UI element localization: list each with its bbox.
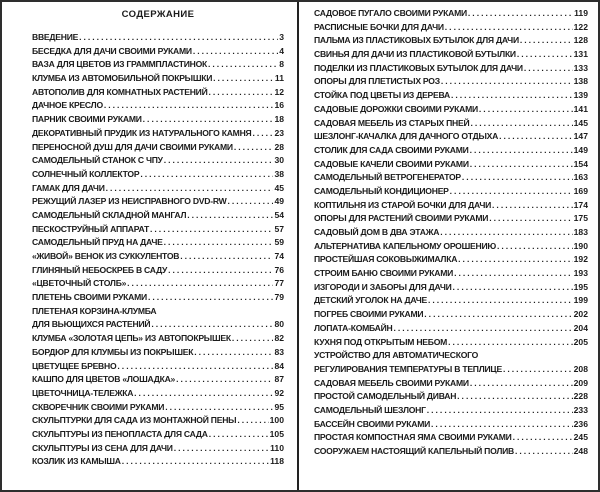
page-number: 138 (573, 76, 588, 87)
dot-leader (524, 62, 573, 76)
dot-leader (479, 103, 573, 117)
dot-leader (470, 144, 573, 158)
toc-entry-title: ПРОСТОЙ САМОДЕЛЬНЫЙ ДИВАН (314, 391, 457, 402)
dot-leader (143, 113, 274, 127)
toc-entry-title: КУХНЯ ПОД ОТКРЫТЫМ НЕБОМ (314, 336, 448, 347)
page-number: 59 (274, 237, 284, 248)
toc-entry-title: ДЕКОРАТИВНЫЙ ПРУДИК ИЗ НАТУРАЛЬНОГО КАМНЯ (32, 127, 252, 138)
dot-leader (424, 308, 572, 322)
toc-entry-title: «ЦВЕТОЧНЫЙ СТОЛБ» (32, 278, 127, 289)
page-number: 30 (274, 155, 284, 166)
page-number: 190 (573, 240, 588, 251)
toc-entry-line (314, 267, 588, 281)
toc-entry-title: СООРУЖАЕМ НАСТОЯЩИЙ КАПЕЛЬНЫЙ ПОЛИВ (314, 446, 514, 456)
dot-leader (431, 418, 573, 432)
toc-entry-line (32, 86, 284, 100)
toc-entry-line (314, 404, 588, 418)
toc-entry-title: САМОДЕЛЬНЫЙ СКЛАДНОЙ МАНГАЛ (32, 209, 187, 220)
toc-entry-title: РЕЖУЩИЙ ЛАЗЕР ИЗ НЕИСПРАВНОГО DVD-RW (32, 196, 227, 207)
toc-entry-line (32, 442, 284, 456)
toc-entry-title: СВИНЬЯ ДЛЯ ДАЧИ ИЗ ПЛАСТИКОВОЙ БУТЫЛКИ (314, 49, 516, 60)
toc-entry-line (32, 387, 284, 401)
toc-entry-line (314, 34, 588, 48)
toc-entry-title: ОПОРЫ ДЛЯ РАСТЕНИЙ СВОИМИ РУКАМИ (314, 213, 489, 224)
page-number: 74 (274, 251, 284, 261)
page-number: 174 (573, 199, 588, 210)
toc-entry-title: САМОДЕЛЬНЫЙ СТАНОК С ЧПУ (32, 155, 163, 166)
toc-entry-line (314, 212, 588, 226)
toc-entry-line (314, 253, 588, 267)
dot-leader (499, 130, 573, 144)
dot-leader (164, 154, 274, 168)
toc-entry-title: САМОДЕЛЬНЫЙ ВЕТРОГЕНЕРАТОР (314, 172, 461, 183)
dot-leader (117, 360, 273, 374)
page-number: 236 (573, 418, 588, 429)
page-number: 84 (274, 360, 284, 371)
toc-entry-line (314, 117, 588, 131)
dot-leader (174, 442, 269, 456)
toc-entry-title: СТОЛИК ДЛЯ САДА СВОИМИ РУКАМИ (314, 144, 469, 155)
dot-leader (140, 168, 273, 182)
page-number: 228 (573, 391, 588, 402)
toc-entry-title: САМОДЕЛЬНЫЙ КОНДИЦИОНЕР (314, 185, 449, 196)
toc-entry-line (32, 127, 284, 141)
dot-leader (470, 158, 573, 172)
toc-entry-line (314, 144, 588, 158)
toc-entry-line (314, 75, 588, 89)
dot-leader (515, 445, 573, 459)
page-number: 77 (274, 278, 284, 289)
toc-entry-line (32, 305, 284, 319)
dot-leader (462, 171, 573, 185)
toc-entry-title: КЛУМБА ИЗ АВТОМОБИЛЬНОЙ ПОКРЫШКИ (32, 73, 213, 84)
page-number: 100 (269, 415, 284, 426)
page-number: 16 (274, 100, 284, 111)
dot-leader (127, 277, 273, 291)
toc-entry-title: СОЛНЕЧНЫЙ КОЛЛЕКТОР (32, 168, 140, 179)
toc-entry-line (314, 322, 588, 336)
dot-leader (468, 7, 573, 21)
toc-entry-line (314, 21, 588, 35)
toc-entry-line (314, 308, 588, 322)
page-number: 195 (573, 281, 588, 292)
toc-entry-title: РЕГУЛИРОВАНИЯ ТЕМПЕРАТУРЫ В ТЕПЛИЦЕ (314, 363, 502, 374)
toc-entry-title: ГАМАК ДЛЯ ДАЧИ (32, 182, 105, 193)
toc-entry-title: САДОВАЯ МЕБЕЛЬ ИЗ СТАРЫХ ПНЕЙ (314, 117, 470, 128)
dot-leader (106, 182, 274, 196)
toc-entry-line (32, 223, 284, 237)
page-number: 131 (573, 49, 588, 60)
dot-leader (234, 141, 274, 155)
dot-leader (194, 346, 273, 360)
dot-leader (193, 45, 278, 59)
toc-entry-line (32, 182, 284, 196)
page-number: 208 (573, 363, 588, 374)
toc-entry-title: СКУЛЬПТУРЫ ИЗ ПЕНОПЛАСТА ДЛЯ САДА (32, 428, 208, 439)
toc-entry-line (32, 318, 284, 332)
toc-entry-line (314, 349, 588, 363)
toc-entry-line (314, 199, 588, 213)
toc-entry-title: СКВОРЕЧНИК СВОИМИ РУКАМИ (32, 401, 165, 412)
toc-entry-title: ПОДЕЛКИ ИЗ ПЛАСТИКОВЫХ БУТЫЛОК ДЛЯ ДАЧИ (314, 62, 523, 73)
toc-entry-line (314, 226, 588, 240)
page-number: 233 (573, 404, 588, 415)
dot-leader (232, 332, 274, 346)
toc-entry-title: ШЕЗЛОНГ-КАЧАЛКА ДЛЯ ДАЧНОГО ОТДЫХА (314, 131, 499, 142)
page-number: 199 (573, 295, 588, 306)
dot-leader (176, 373, 273, 387)
page-number: 175 (573, 213, 588, 224)
toc-entry-line (314, 89, 588, 103)
dot-leader (470, 377, 573, 391)
page-number: 205 (573, 336, 588, 347)
dot-leader (213, 72, 274, 86)
page-number: 49 (274, 196, 284, 207)
toc-entry-line (32, 154, 284, 168)
toc-entry-line (32, 99, 284, 113)
dot-leader (428, 294, 573, 308)
dot-leader (451, 89, 573, 103)
toc-entry-line (314, 103, 588, 117)
page-number: 133 (573, 62, 588, 73)
dot-leader (489, 212, 572, 226)
toc-entry-title: АЛЬТЕРНАТИВА КАПЕЛЬНОМУ ОРОШЕНИЮ (314, 240, 496, 251)
page-number: 82 (274, 333, 284, 344)
toc-right-entries (314, 7, 588, 459)
toc-entry-line (32, 72, 284, 86)
toc-title: СОДЕРЖАНИЕ (121, 9, 195, 20)
toc-entry-line (32, 291, 284, 305)
toc-entry-line (32, 346, 284, 360)
dot-leader (122, 455, 269, 469)
toc-entry-line (314, 185, 588, 199)
toc-entry-title: УСТРОЙСТВО ДЛЯ АВТОМАТИЧЕСКОГО (314, 350, 479, 361)
page-number: 248 (573, 446, 588, 456)
toc-entry-line (32, 373, 284, 387)
page-number: 119 (574, 8, 588, 18)
page-number: 169 (573, 185, 588, 196)
toc-entry-line (32, 113, 284, 127)
dot-leader (227, 195, 273, 209)
page-number: 202 (573, 309, 588, 320)
toc-entry-line (314, 336, 588, 350)
toc-entry-title: ИЗГОРОДИ И ЗАБОРЫ ДЛЯ ДАЧИ (314, 281, 452, 292)
dot-leader (427, 404, 573, 418)
dot-leader (150, 223, 273, 237)
dot-leader (448, 336, 573, 350)
page-number: 76 (274, 264, 284, 275)
toc-entry-title: ЦВЕТУЩЕЕ БРЕВНО (32, 360, 117, 371)
toc-entry-line (314, 171, 588, 185)
dot-leader (168, 264, 273, 278)
page-number: 83 (274, 346, 284, 357)
toc-entry-title: «ЖИВОЙ» ВЕНОК ИЗ СУККУЛЕНТОВ (32, 251, 180, 261)
dot-leader (148, 291, 273, 305)
toc-right-page (299, 2, 598, 490)
page-number: 4 (279, 45, 284, 56)
toc-entry-title: АВТОПОЛИВ ДЛЯ КОМНАТНЫХ РАСТЕНИЙ (32, 86, 208, 97)
toc-entry-title: ПЕРЕНОСНОЙ ДУШ ДЛЯ ДАЧИ СВОИМИ РУКАМИ (32, 141, 233, 152)
page-number: 145 (573, 117, 588, 128)
dot-leader (503, 363, 573, 377)
dot-leader (457, 390, 572, 404)
toc-entry-title: СТРОИМ БАНЮ СВОИМИ РУКАМИ (314, 268, 454, 279)
dot-leader (79, 31, 278, 45)
toc-left-entries (32, 31, 284, 469)
toc-entry-title: ПОГРЕБ СВОИМИ РУКАМИ (314, 309, 424, 320)
toc-entry-line (32, 250, 284, 264)
page-number: 57 (274, 223, 284, 234)
toc-entry-line (314, 377, 588, 391)
page-number: 147 (573, 131, 588, 142)
dot-leader (252, 127, 273, 141)
page-number: 105 (269, 428, 284, 439)
dot-leader (187, 209, 273, 223)
page-number: 38 (274, 168, 284, 179)
page-number: 18 (274, 114, 284, 125)
toc-entry-line (32, 31, 284, 45)
toc-entry-title: ПЛЕТЕНАЯ КОРЗИНА-КЛУМБА (32, 305, 157, 316)
dot-leader (517, 48, 573, 62)
page-number: 192 (573, 254, 588, 265)
page-number: 80 (274, 319, 284, 330)
toc-entry-title: БЕСЕДКА ДЛЯ ДАЧИ СВОИМИ РУКАМИ (32, 45, 192, 56)
toc-entry-line (314, 48, 588, 62)
toc-entry-title: САДОВЫЙ ДОМ В ДВА ЭТАЖА (314, 227, 440, 237)
toc-entry-line (32, 141, 284, 155)
toc-entry-title: САДОВЫЕ ДОРОЖКИ СВОИМИ РУКАМИ (314, 103, 478, 114)
toc-entry-title: ЦВЕТОЧНИЦА-ТЕЛЕЖКА (32, 387, 134, 398)
toc-entry-title: БАССЕЙН СВОИМИ РУКАМИ (314, 418, 431, 429)
toc-entry-title: ПРОСТАЯ КОМПОСТНАЯ ЯМА СВОИМИ РУКАМИ (314, 432, 512, 443)
toc-entry-title: КЛУМБА «ЗОЛОТАЯ ЦЕПЬ» ИЗ АВТОПОКРЫШЕК (32, 333, 231, 344)
page-number: 204 (573, 322, 588, 333)
page-number: 11 (274, 73, 284, 84)
toc-entry-line (314, 445, 588, 459)
dot-leader (151, 318, 273, 332)
page-number: 110 (270, 442, 284, 453)
dot-leader (445, 21, 573, 35)
dot-leader (180, 250, 273, 264)
toc-entry-title: ПАЛЬМА ИЗ ПЛАСТИКОВЫХ БУТЫЛОК ДЛЯ ДАЧИ (314, 35, 519, 46)
dot-leader (209, 428, 269, 442)
toc-entry-line (32, 414, 284, 428)
toc-entry-title: ЛОПАТА-КОМБАЙН (314, 322, 393, 333)
toc-entry-line (32, 45, 284, 59)
toc-entry-line (314, 62, 588, 76)
dot-leader (134, 387, 273, 401)
toc-entry-title: ДЛЯ ВЬЮЩИХСЯ РАСТЕНИЙ (32, 319, 151, 330)
toc-entry-line (314, 294, 588, 308)
toc-entry-line (32, 332, 284, 346)
dot-leader (470, 117, 572, 131)
page-number: 54 (274, 209, 284, 220)
toc-entry-line (32, 264, 284, 278)
toc-entry-title: ВВЕДЕНИЕ (32, 32, 79, 42)
dot-leader (520, 34, 573, 48)
page-number: 79 (274, 292, 284, 303)
dot-leader (209, 86, 274, 100)
page-number: 163 (573, 172, 588, 183)
dot-leader (458, 253, 572, 267)
toc-entry-line (32, 455, 284, 469)
page-number: 209 (573, 377, 588, 388)
toc-entry-line (314, 130, 588, 144)
toc-entry-title: БОРДЮР ДЛЯ КЛУМБЫ ИЗ ПОКРЫШЕК (32, 346, 194, 357)
toc-entry-line (314, 240, 588, 254)
dot-leader (513, 431, 573, 445)
toc-entry-title: КОПТИЛЬНЯ ИЗ СТАРОЙ БОЧКИ ДЛЯ ДАЧИ (314, 199, 492, 210)
page-number: 245 (573, 432, 588, 443)
dot-leader (208, 58, 278, 72)
page-number: 122 (573, 21, 588, 32)
toc-entry-line (32, 360, 284, 374)
dot-leader (393, 322, 572, 336)
toc-entry-title: САМОДЕЛЬНЫЙ ШЕЗЛОНГ (314, 404, 426, 415)
page-number: 128 (573, 35, 588, 46)
dot-leader (441, 75, 573, 89)
toc-entry-title: САДОВЫЕ КАЧЕЛИ СВОИМИ РУКАМИ (314, 158, 469, 169)
toc-entry-title: ПРОСТЕЙШАЯ СОКОВЫЖИМАЛКА (314, 254, 458, 265)
page-number: 139 (573, 90, 588, 101)
toc-entry-line (32, 195, 284, 209)
toc-entry-line (32, 58, 284, 72)
dot-leader (453, 281, 573, 295)
toc-entry-title: РАСПИСНЫЕ БОЧКИ ДЛЯ ДАЧИ (314, 21, 444, 32)
toc-entry-title: ДАЧНОЕ КРЕСЛО (32, 100, 103, 111)
page-number: 8 (279, 59, 284, 70)
toc-entry-title: ПЕСКОСТРУЙНЫЙ АППАРАТ (32, 223, 150, 234)
toc-entry-title: КАШПО ДЛЯ ЦВЕТОВ «ЛОШАДКА» (32, 374, 176, 385)
toc-entry-line (32, 209, 284, 223)
toc-entry-line (314, 281, 588, 295)
dot-leader (450, 185, 573, 199)
toc-entry-line (314, 7, 588, 21)
toc-entry-line (32, 428, 284, 442)
toc-entry-line (314, 431, 588, 445)
dot-leader (440, 226, 572, 240)
page-number: 92 (274, 387, 284, 398)
toc-entry-title: СКУЛЬПТУРЫ ИЗ СЕНА ДЛЯ ДАЧИ (32, 442, 173, 453)
toc-entry-title: ОПОРЫ ДЛЯ ПЛЕТИСТЫХ РОЗ (314, 76, 440, 87)
toc-entry-line (32, 168, 284, 182)
page-number: 12 (274, 86, 284, 97)
toc-entry-title: САДОВОЕ ПУГАЛО СВОИМИ РУКАМИ (314, 8, 467, 18)
toc-entry-title: САМОДЕЛЬНЫЙ ПРУД НА ДАЧЕ (32, 237, 163, 248)
page-number: 45 (274, 182, 284, 193)
toc-entry-line (32, 277, 284, 291)
page-number: 141 (573, 103, 588, 114)
toc-entry-line (314, 390, 588, 404)
toc-entry-line (32, 236, 284, 250)
dot-leader (104, 99, 274, 113)
dot-leader (165, 401, 273, 415)
toc-entry-title: ГЛИНЯНЫЙ НЕБОСКРЕБ В САДУ (32, 264, 168, 275)
page-number: 154 (573, 158, 588, 169)
dot-leader (237, 414, 268, 428)
toc-entry-title: КОЗЛИК ИЗ КАМЫША (32, 456, 121, 467)
toc-entry-title: СКУЛЬПТУРКИ ДЛЯ САДА ИЗ МОНТАЖНОЙ ПЕНЫ (32, 415, 237, 426)
toc-entry-line (32, 401, 284, 415)
dot-leader (164, 236, 274, 250)
dot-leader (454, 267, 573, 281)
dot-leader (492, 199, 573, 213)
toc-entry-line (314, 418, 588, 432)
page-number: 95 (274, 401, 284, 412)
page-number: 193 (573, 268, 588, 279)
page-number: 87 (274, 374, 284, 385)
toc-entry-title: ПАРНИК СВОИМИ РУКАМИ (32, 114, 142, 125)
page-number: 3 (279, 32, 284, 42)
toc-entry-title: СТОЙКА ПОД ЦВЕТЫ ИЗ ДЕРЕВА (314, 90, 451, 101)
toc-entry-title: ДЕТСКИЙ УГОЛОК НА ДАЧЕ (314, 295, 427, 306)
page-number: 28 (274, 141, 284, 152)
page-number: 118 (270, 456, 284, 467)
toc-entry-title: ВАЗА ДЛЯ ЦВЕТОВ ИЗ ГРАММПЛАСТИНОК (32, 59, 208, 70)
toc-entry-line (314, 158, 588, 172)
dot-leader (497, 240, 573, 254)
page-number: 23 (274, 127, 284, 138)
toc-entry-title: САДОВАЯ МЕБЕЛЬ СВОИМИ РУКАМИ (314, 377, 469, 388)
page-number: 149 (573, 144, 588, 155)
toc-entry-title: ПЛЕТЕНЬ СВОИМИ РУКАМИ (32, 292, 147, 303)
toc-left-page (2, 2, 299, 490)
toc-entry-line (314, 363, 588, 377)
page-number: 183 (573, 227, 588, 237)
